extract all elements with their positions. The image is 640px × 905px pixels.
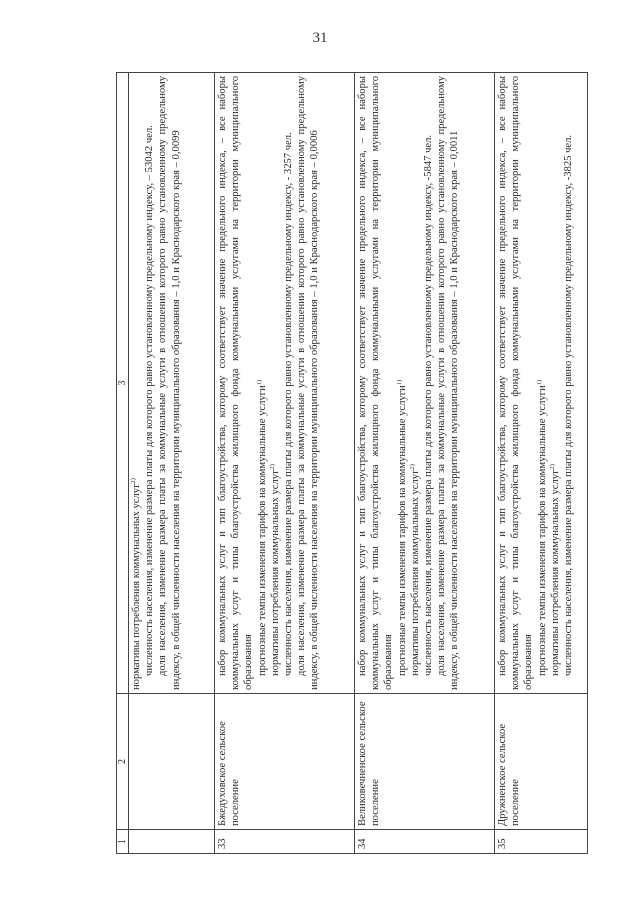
description-text: нормативы потребления коммунальных услуг [269, 469, 281, 676]
header-col-1: 1 [117, 830, 129, 854]
description-paragraph [549, 76, 562, 690]
table-header-row [117, 73, 129, 854]
row-name-cell: Дружненское сельское поселение [495, 694, 588, 830]
row-number-cell: 33 [215, 830, 355, 854]
description-text: численность населения, изменение размера платы для которого равно установленному предельному индексу, -5847 чел. [423, 134, 435, 676]
page-number: 31 [312, 30, 328, 46]
description-paragraph [216, 76, 256, 690]
row-number-cell: 35 [495, 830, 588, 854]
description-paragraph [435, 76, 461, 690]
rotated-table-wrapper [116, 72, 588, 854]
row-number-cell: 34 [355, 830, 495, 854]
footnote-marker: 2) [130, 478, 137, 484]
row-name-cell: Бжедуховское сельское поселение [215, 694, 355, 830]
description-paragraph [256, 76, 269, 690]
description-text: доля населения, изменение размера платы за коммунальные услуги в отношении которого равно установленному предельному индексу, в общей численности населения на территории муниципального образования – 1,0 и Краснодарского края – 0,0011 [436, 76, 461, 690]
description-paragraph [282, 76, 295, 690]
description-text: набор коммунальных услуг и тип благоустройства, которому соответствует значение предельного индекса, – все наборы коммунальных услуг и типы благоустройства жилищного фонда коммунальными услугами на территории муниципального образования [357, 76, 395, 690]
description-text: набор коммунальных услуг и тип благоустройства, которому соответствует значение предельного индекса, – все наборы коммунальных услуг и типы благоустройства жилищного фонда коммунальными услугами на территории муниципального образования [497, 76, 535, 690]
description-paragraph [356, 76, 396, 690]
description-text: численность населения, изменение размера платы для которого равно установленному предельному индексу, - 3257 чел. [283, 132, 295, 676]
description-paragraph [396, 76, 409, 690]
row-number-cell [129, 830, 215, 854]
description-paragraph [295, 76, 321, 690]
table-row-continuation [129, 73, 215, 854]
description-text: нормативы потребления коммунальных услуг [131, 483, 142, 690]
description-text: прогнозные темпы изменения тарифов на коммунальные услуги [256, 385, 268, 676]
description-paragraph [496, 76, 536, 690]
description-paragraph [130, 76, 143, 690]
description-paragraph [422, 76, 435, 690]
description-text: набор коммунальных услуг и тип благоустройства, которому соответствует значение предельного индекса, – все наборы коммунальных услуг и типы благоустройства жилищного фонда коммунальными услугами на территории муниципального образования [217, 76, 255, 690]
description-text: численность населения, изменение размера платы для которого равно установленному предельному индексу, – 53042 чел. [144, 125, 156, 676]
footnote-marker: 2) [548, 464, 556, 470]
description-paragraph [269, 76, 282, 690]
description-paragraph [143, 76, 156, 690]
footnote-marker: 1) [395, 379, 403, 386]
footnote-marker: 1) [535, 379, 543, 386]
header-col-3: 3 [117, 73, 129, 694]
footnote-marker: 2) [268, 464, 276, 470]
description-text: нормативы потребления коммунальных услуг [409, 469, 421, 676]
description-paragraph [562, 76, 575, 690]
row-description-cell [495, 73, 588, 694]
description-text: нормативы потребления коммунальных услуг [549, 469, 561, 676]
footnote-marker: 1) [255, 379, 263, 386]
row-description-cell [355, 73, 495, 694]
row-name-cell: Великовечненское сельское поселение [355, 694, 495, 830]
description-text: доля населения, изменение размера платы за коммунальные услуги в отношении которого равно установленному предельному индексу, в общей численности населения на территории муниципального образования – 1,0 и Краснодарского края – 0,0099 [157, 76, 182, 690]
table-row [215, 73, 355, 854]
description-paragraph [409, 76, 422, 690]
table-row [355, 73, 495, 854]
tariff-index-table [116, 72, 588, 854]
description-text: прогнозные темпы изменения тарифов на коммунальные услуги [396, 385, 408, 676]
row-description-cell [215, 73, 355, 694]
description-paragraph [156, 76, 182, 690]
footnote-marker: 2) [408, 464, 416, 470]
row-name-cell [129, 694, 215, 830]
description-text: доля населения, изменение размера платы за коммунальные услуги в отношении которого равно установленному предельному индексу, в общей численности населения на территории муниципального образования – 1,0 и Краснодарского края – 0,0006 [296, 76, 321, 690]
table-row [495, 73, 588, 854]
row-description-cell [129, 73, 215, 694]
description-text: численность населения, изменение размера платы для которого равно установленному предельному индексу, -3825 чел. [563, 134, 575, 676]
description-text: прогнозные темпы изменения тарифов на коммунальные услуги [536, 385, 548, 676]
description-paragraph [536, 76, 549, 690]
header-col-2: 2 [117, 694, 129, 830]
